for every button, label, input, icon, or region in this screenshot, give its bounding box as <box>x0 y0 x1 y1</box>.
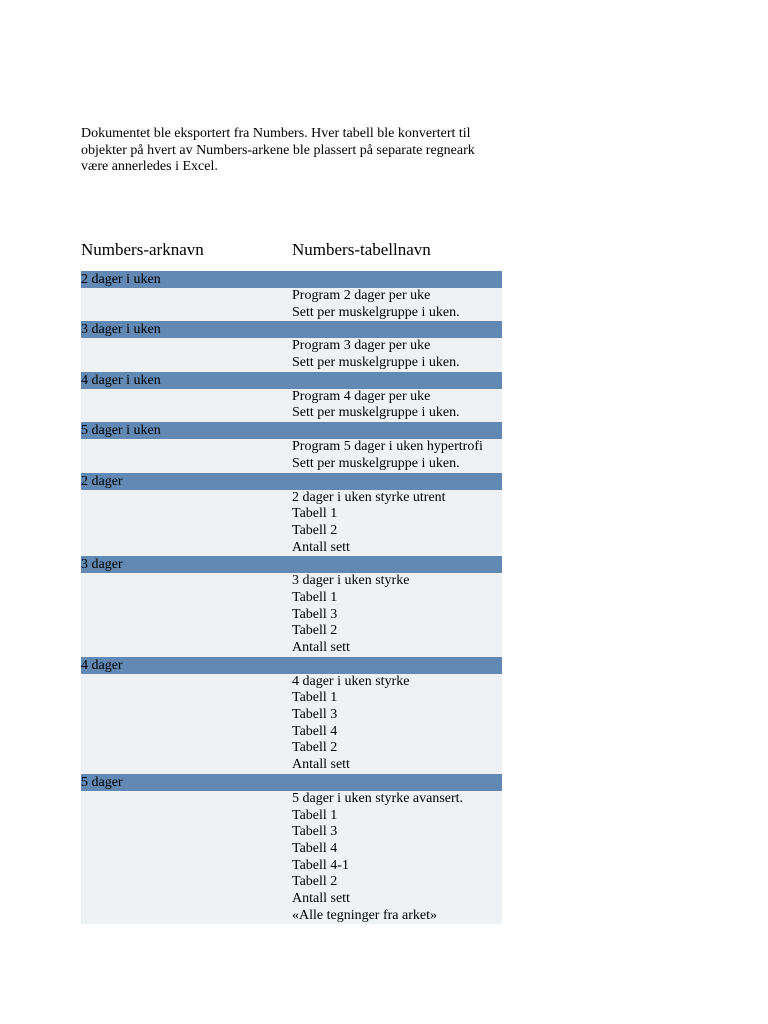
table-names-block <box>81 674 502 774</box>
intro-paragraph <box>81 126 521 176</box>
intro-line: være annerledes i Excel. <box>81 159 218 174</box>
sheet-name-row: 3 dager <box>81 556 502 573</box>
table-name-item: Sett per muskelgruppe i uken. <box>292 304 460 320</box>
table-name-item: Sett per muskelgruppe i uken. <box>292 455 460 471</box>
table-name-item: Sett per muskelgruppe i uken. <box>292 355 460 371</box>
table-name-item: Tabell 2 <box>292 623 338 639</box>
table-name-item: Antall sett <box>292 640 350 655</box>
header-sheet-name: Numbers-arknavn <box>81 240 204 259</box>
header-table-name: Numbers-tabellnavn <box>292 240 431 259</box>
table-name-item: Tabell 1 <box>292 589 338 605</box>
table-names-block <box>81 439 502 472</box>
table-name-item: Sett per muskelgruppe i uken. <box>292 405 460 421</box>
table-name-item: Tabell 3 <box>292 606 338 622</box>
table-names-block <box>81 791 502 925</box>
table-names-block <box>81 338 502 371</box>
sheet-name-row: 2 dager i uken <box>81 271 502 288</box>
table-name-item: 3 dager i uken styrke <box>292 573 410 589</box>
intro-line: objekter på hvert av Numbers-arkene ble plassert på separate regneark <box>81 142 475 158</box>
table-name-item: Antall sett <box>292 890 350 906</box>
table-header-row <box>81 240 502 271</box>
table-names-block <box>81 288 502 321</box>
table-names-block <box>81 573 502 656</box>
table-names-block <box>81 389 502 422</box>
table-name-item: Antall sett <box>292 539 350 555</box>
table-name-item: Program 5 dager i uken hypertrofi <box>292 439 483 455</box>
sheet-name-row: 5 dager i uken <box>81 422 502 439</box>
sheet-name-row: 5 dager <box>81 774 502 791</box>
table-name-item: Tabell 1 <box>292 690 338 706</box>
sheet-name-row: 2 dager <box>81 473 502 490</box>
sheet-rows <box>81 271 502 924</box>
table-name-item: Tabell 2 <box>292 874 338 890</box>
table-name-item: Tabell 1 <box>292 807 338 823</box>
table-name-item: «Alle tegninger fra arket» <box>292 907 437 923</box>
sheet-name-row: 4 dager i uken <box>81 372 502 389</box>
table-names-block <box>81 490 502 557</box>
table-name-item: 2 dager i uken styrke utrent <box>292 489 446 505</box>
sheet-name-row: 3 dager i uken <box>81 321 502 338</box>
table-name-item: Tabell 2 <box>292 522 338 538</box>
sheet-name-row: 4 dager <box>81 657 502 674</box>
table-name-item: Program 4 dager per uke <box>292 388 431 404</box>
intro-line: Dokumentet ble eksportert fra Numbers. Hver tabell ble konvertert til <box>81 126 471 141</box>
table-name-item: Tabell 4 <box>292 840 338 856</box>
table-name-item: 4 dager i uken styrke <box>292 673 410 689</box>
table-name-item: 5 dager i uken styrke avansert. <box>292 790 464 806</box>
table-name-item: Antall sett <box>292 757 350 773</box>
table-name-item: Tabell 2 <box>292 740 338 756</box>
table-name-item: Tabell 4-1 <box>292 857 349 873</box>
sheet-table <box>81 240 502 924</box>
table-name-item: Tabell 4 <box>292 723 338 739</box>
table-name-item: Tabell 1 <box>292 506 338 522</box>
table-name-item: Program 2 dager per uke <box>292 288 431 303</box>
table-name-item: Program 3 dager per uke <box>292 338 431 354</box>
table-name-item: Tabell 3 <box>292 824 338 840</box>
table-name-item: Tabell 3 <box>292 707 338 723</box>
